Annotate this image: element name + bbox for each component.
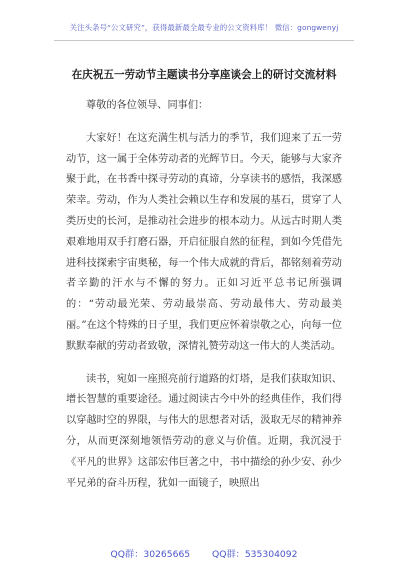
body-paragraph-2: 读书，宛如一座照亮前行道路的灯塔，是我们获取知识、增长智慧的重要途径。通过阅读古今中外的经典佳作，我们得以穿越时空的界限，与伟大的思想者对话，汲取无尽的精神养分，从而更深刻地领悟劳动的意义与价值。近期，我沉浸于《平凡的世界》这部宏伟巨著之中，书中描绘的孙少安、孙少平兄弟的奋斗历程，犹如一面镜子，映照出 [66, 373, 342, 489]
footer-contact [0, 546, 408, 560]
header-divider [54, 40, 354, 41]
footer-qq-group-2: QQ群：535304092 [212, 549, 298, 560]
greeting-line: 尊敬的各位领导、同事们： [86, 100, 209, 111]
header-banner: 关注头条号“公文研究”，获得最新最全最专业的公文资料库！ 微信：gongwenyj [69, 23, 339, 32]
document-body [66, 96, 342, 506]
document-title: 在庆祝五一劳动节主题读书分享座谈会上的研讨交流材料 [71, 69, 337, 81]
footer-qq-group-1: QQ群：30265665 [110, 549, 191, 560]
body-paragraph-1: 大家好！在这充满生机与活力的季节，我们迎来了五一劳动节，这一属于全体劳动者的光辉节日。今天，能够与大家齐聚于此，在书香中探寻劳动的真谛，分享读书的感悟，我深感荣幸。劳动，作为人类社会赖以生存和发展的基石，贯穿了人类历史的长河，是推动社会进步的根本动力。从远古时期人类艰难地用双手打磨石器，开启征服自然的征程，到如今凭借先进科技探索宇宙奥秘，每一个伟大成就的背后，都铭刻着劳动者辛勤的汗水与不懈的努力。正如习近平总书记所强调的：“劳动最光荣、劳动最崇高、劳动最伟大、劳动最美丽。”在这个特殊的日子里，我们更应怀着崇敬之心，向每一位默默奉献的劳动者致敬，深情礼赞劳动这一伟大的人类活动。 [66, 132, 342, 352]
